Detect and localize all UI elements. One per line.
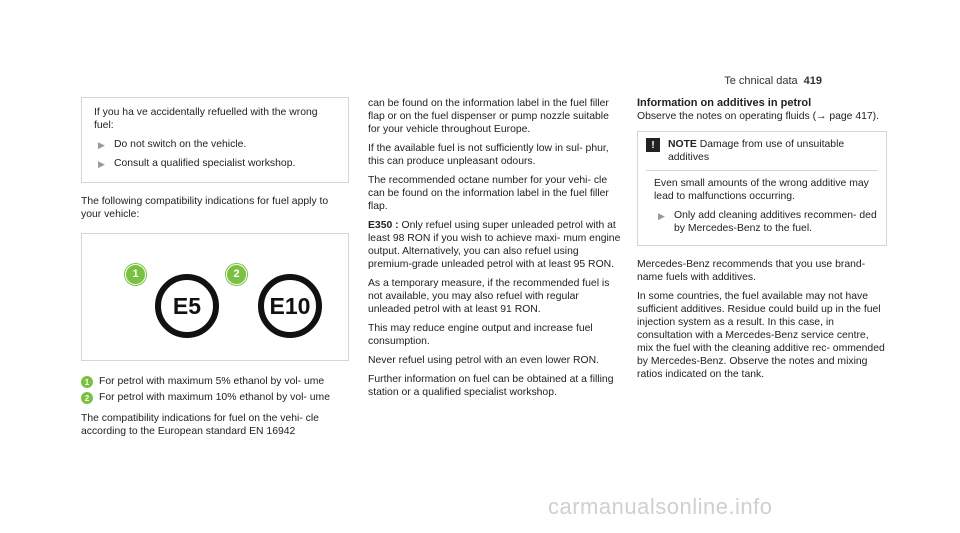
triangle-bullet-icon: ▶ — [658, 211, 665, 221]
note-title — [668, 138, 878, 164]
paragraph: Mercedes-Benz recommends that you use brand- name fuels with additives. — [637, 259, 866, 283]
legend-text: For petrol with maximum 5% ethanol by vol- ume — [99, 376, 325, 387]
callout-badge-2: 2 — [226, 264, 247, 285]
legend-item — [81, 391, 349, 404]
bullet-text: Do not switch on the vehicle. — [114, 139, 247, 150]
exclamation-icon: ! — [646, 138, 660, 152]
callout-badge-1: 1 — [125, 264, 146, 285]
e5-fuel-sign: E5 — [155, 274, 219, 338]
wrong-fuel-intro: If you ha ve accidentally refuelled with the wrong fuel: — [94, 107, 318, 131]
note-body — [646, 170, 878, 245]
paragraph: This may reduce engine output and increase fuel consumption. — [368, 323, 593, 347]
fuel-sign-figure — [81, 233, 349, 361]
paragraph: Never refuel using petrol with an even lower RON. — [368, 355, 600, 366]
legend-item — [81, 375, 349, 388]
wrong-fuel-box — [81, 97, 349, 183]
additives-heading: Information on additives in petrol — [637, 97, 812, 109]
paragraph: As a temporary measure, if the recommended fuel is not available, you may also refuel with regular unleaded petrol with at least 91 RON. — [368, 278, 610, 315]
e350-text: Only refuel using super unleaded petrol with at least 98 RON if you wish to achieve maxi- mum engine output. Alternatively, you can also refuel using premium-grade unleaded petrol with at least 95 RON. — [368, 220, 621, 270]
e350-label: E350 : — [368, 220, 399, 231]
column-1 — [81, 97, 349, 444]
watermark: carmanualsonline.info — [548, 494, 773, 519]
page-header — [724, 75, 822, 87]
e10-fuel-sign: E10 — [258, 274, 322, 338]
bullet-item — [94, 138, 336, 151]
legend-number: 1 — [81, 376, 93, 388]
triangle-bullet-icon: ▶ — [98, 140, 105, 150]
paragraph: In some countries, the fuel available may not have sufficient additives. Residue could build up in the fuel injection system as a result. In this case, in consultation with a Mercedes-Benz service centre, mix the fuel with the cleaning additive rec- ommended by Mercedes-Benz. Observe the notes and mixing ratios indicated on the tank. — [637, 291, 885, 380]
column-3 — [637, 97, 887, 387]
paragraph: Further information on fuel can be obtained at a filling station or a qualified specialist workshop. — [368, 374, 614, 398]
section-title: Te chnical data — [724, 75, 798, 87]
paragraph: If the available fuel is not sufficiently low in sul- phur, this can produce unpleasant odours. — [368, 143, 609, 167]
compat-intro: The following compatibility indications for fuel apply to your vehicle: — [81, 196, 329, 220]
bullet-item — [94, 157, 336, 170]
note-header — [638, 132, 886, 170]
legend-text: For petrol with maximum 10% ethanol by vol- ume — [99, 392, 330, 403]
note-title-text: Damage from use of unsuitable additives — [668, 139, 845, 163]
triangle-bullet-icon: ▶ — [98, 159, 105, 169]
observe-text: Observe the notes on operating fluids (→ page 417). — [637, 111, 880, 122]
legend-number: 2 — [81, 392, 93, 404]
page-number: 419 — [803, 75, 822, 87]
bullet-text: Consult a qualified specialist workshop. — [114, 158, 296, 169]
column-2 — [368, 97, 622, 405]
paragraph: The recommended octane number for your vehi- cle can be found on the information label in the fuel filler flap. — [368, 175, 609, 212]
note-body-text: Even small amounts of the wrong additive may lead to malfunctions occurring. — [654, 178, 869, 202]
e350-paragraph — [368, 219, 622, 271]
bullet-text: Only add cleaning additives recommen- ded by Mercedes-Benz to the fuel. — [674, 210, 877, 234]
standard-text: The compatibility indications for fuel on the vehi- cle according to the European standard EN 16942 — [81, 413, 319, 437]
bullet-item — [654, 209, 878, 235]
paragraph: can be found on the information label in the fuel filler flap or on the fuel dispenser or pump nozzle suitable for your vehicle throughout Europe. — [368, 98, 609, 135]
note-label: NOTE — [668, 139, 697, 150]
note-box — [637, 131, 887, 246]
